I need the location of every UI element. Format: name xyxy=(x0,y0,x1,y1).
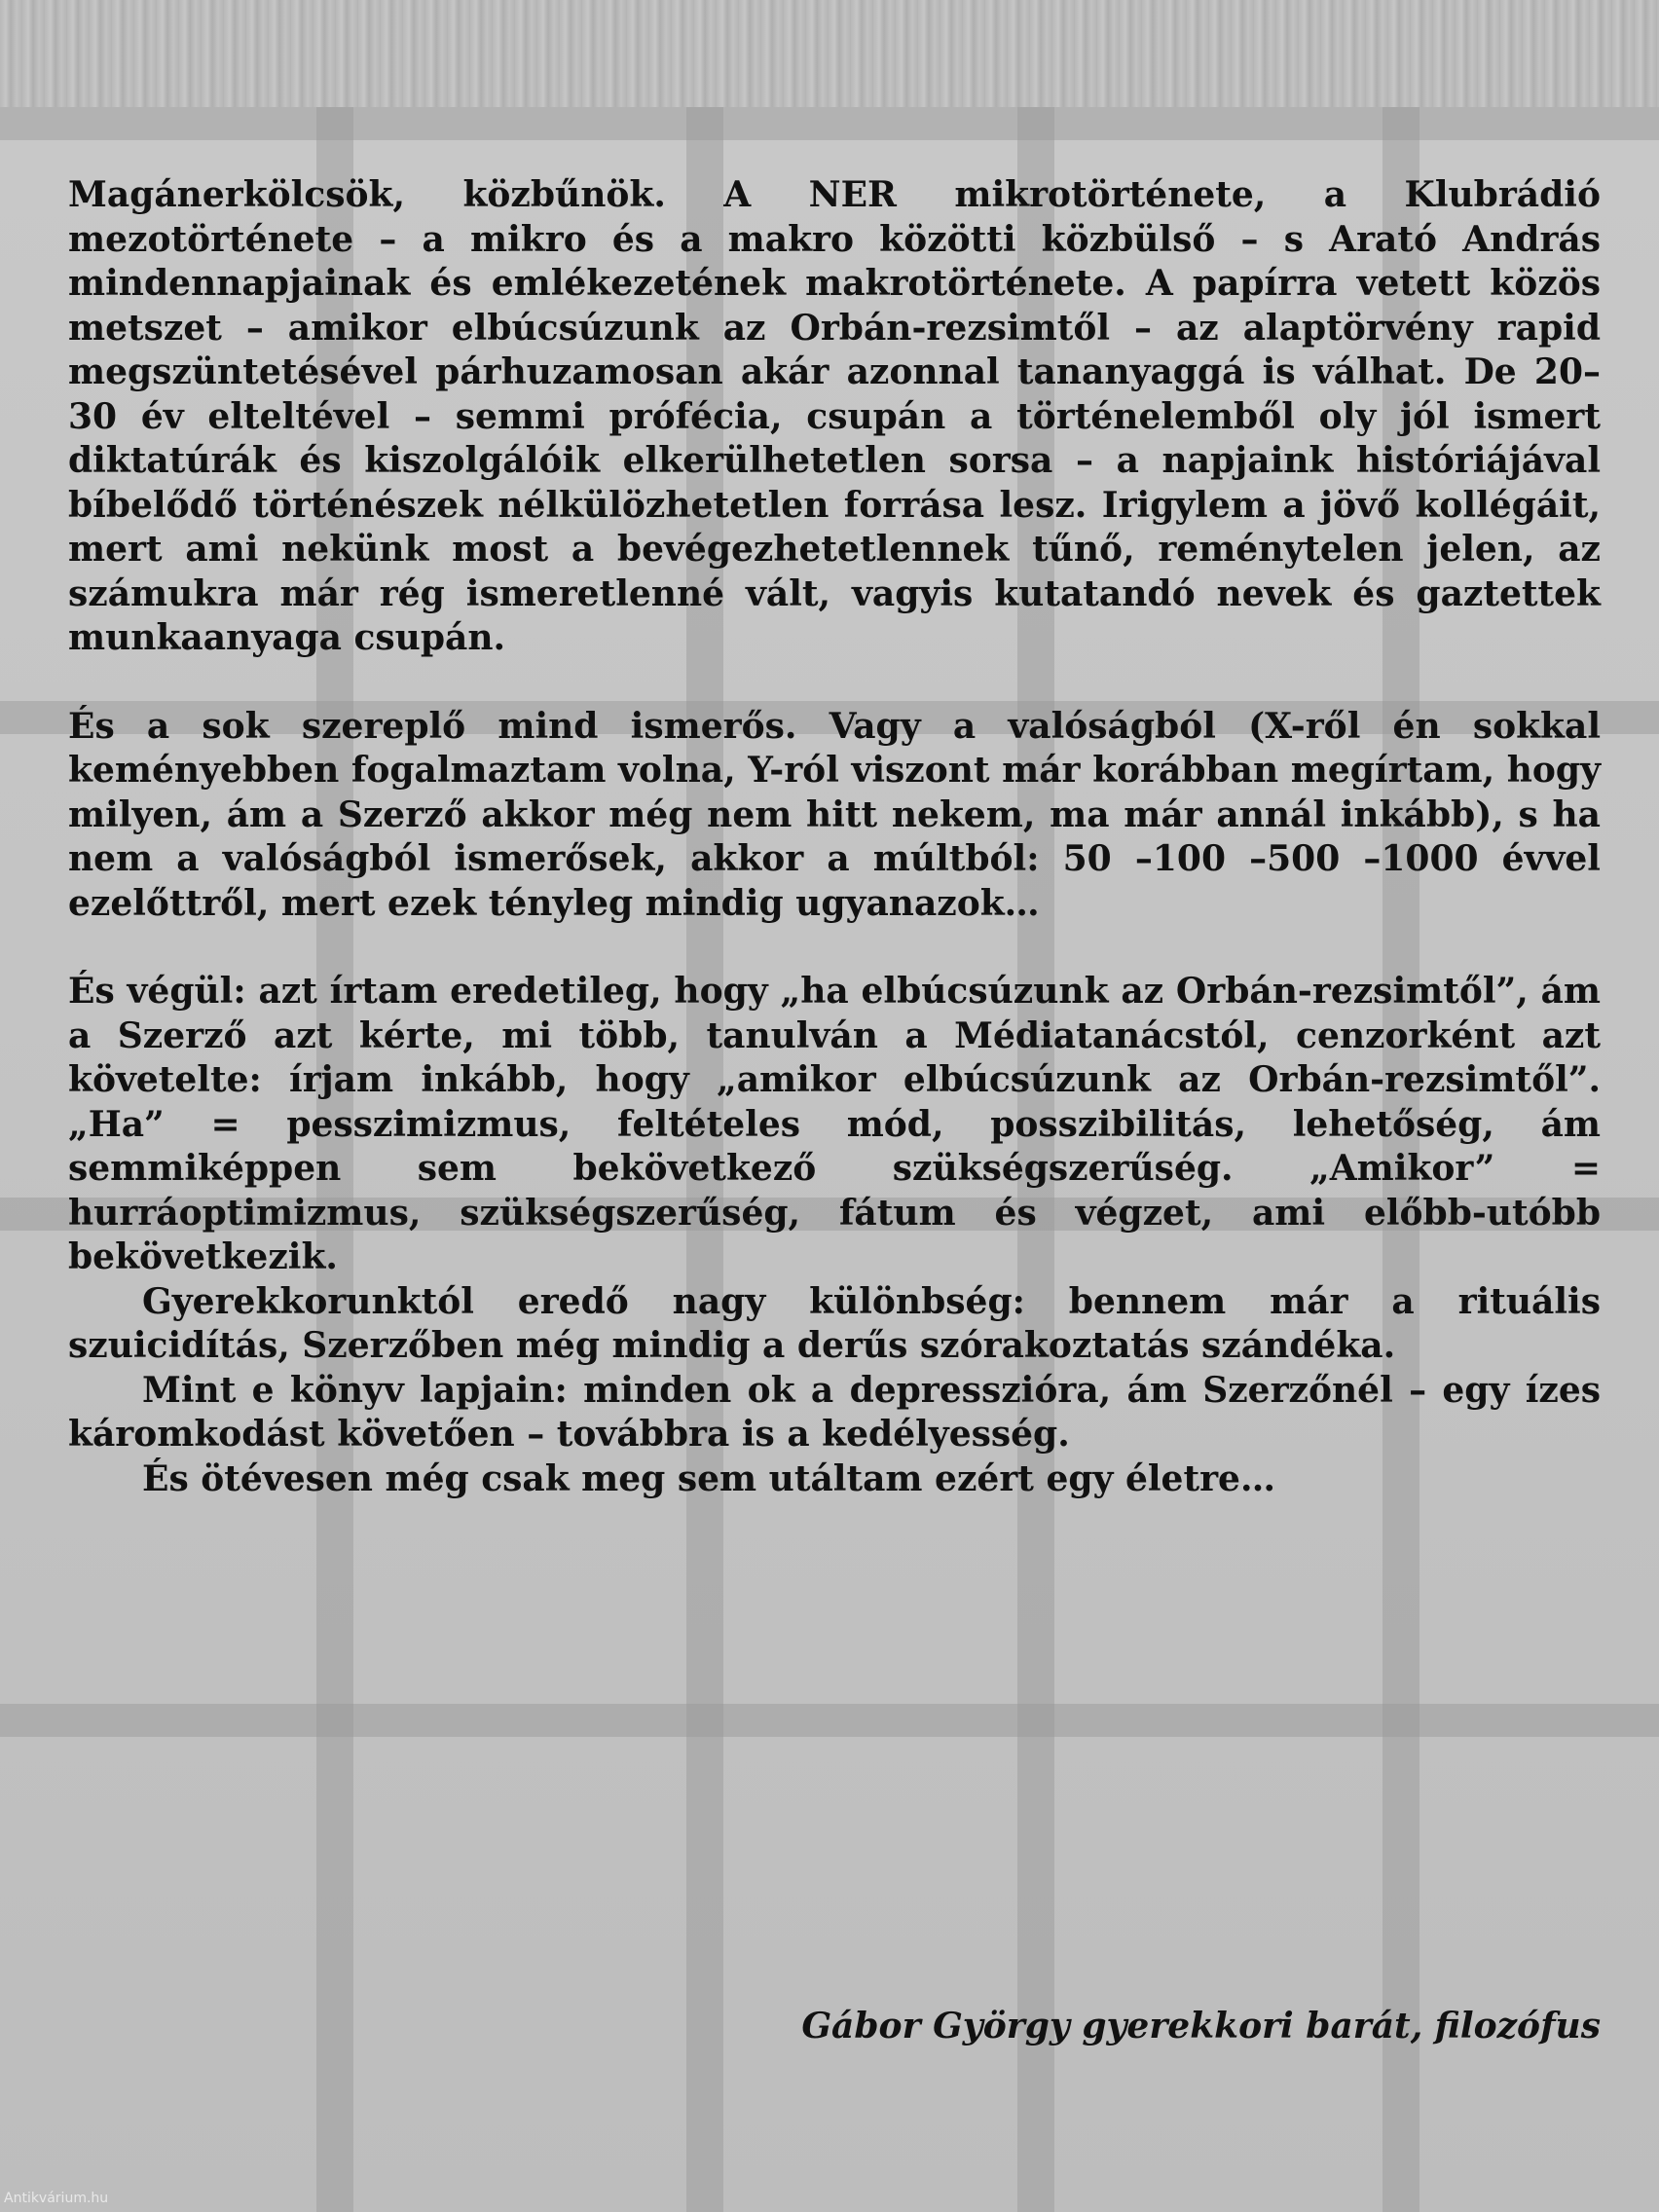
paragraph xyxy=(68,173,1601,661)
paragraph-text: És ötévesen még csak meg sem utáltam ezért egy életre… xyxy=(142,1457,1275,1499)
closing-section xyxy=(68,970,1601,1501)
shadow-line xyxy=(0,1704,1659,1737)
paragraph-text: Mint e könyv lapjain: minden ok a depresszióra, ám Szerzőnél – egy ízes káromkodást követően – továbbra is a kedélyesség. xyxy=(68,1369,1601,1455)
paragraph-text: És végül: azt írtam eredetileg, hogy „ha elbúcsúzunk az Orbán-rezsimtől”, ám a Szerző azt kérte, mi több, tanulván a Médiatanácstól, cenzorként azt követelte: írjam inkább, hogy „amikor elbúcsúzunk az Orbán-rezsimtől”. „Ha” = pesszimizmus, feltételes mód, posszibilitás, lehetőség, ám semmiképpen sem bekövetkező szükségszerűség. „Amikor” = hurráoptimizmus, szükségszerűség, fátum és végzet, ami előbb-utóbb bekövetkezik. xyxy=(68,971,1601,1277)
paragraph xyxy=(68,705,1601,927)
paragraph-text: És a sok szereplő mind ismerős. Vagy a valóságból (X-ről én sokkal keményebben fogalmaztam volna, Y-ról viszont már korábban megírtam, hogy milyen, ám a Szerző akkor még nem hitt nekem, ma már annál inkább), s ha nem a valóságból ismerősek, akkor a múltból: 50 –100 –500 –1000 évvel ezelőttről, mert ezek tényleg mindig ugyanazok… xyxy=(68,705,1601,924)
watermark: Antikvárium.hu xyxy=(4,2191,109,2206)
paragraph-text: Gyerekkorunktól eredő nagy különbség: bennem már a rituális szuicidítás, Szerzőben még mindig a derűs szórakoztatás szándéka. xyxy=(68,1280,1601,1366)
body-text xyxy=(68,173,1601,1545)
paragraph-text: Magánerkölcsök, közbűnök. A NER mikrotörténete, a Klubrádió mezotörténete – a mikro és a makro közötti közbülső – s Arató András mindennapjainak és emlékezetének makrotörténete. A papírra vetett közös metszet – amikor elbúcsúzunk az Orbán-rezsimtől – az alaptörvény rapid megszüntetésével párhuzamosan akár azonnal tananyaggá is válhat. De 20–30 év elteltével – semmi prófécia, csupán a történelemből oly jól ismert diktatúrák és kiszolgálóik elkerülhetetlen sorsa – a napjaink históriájával bíbelődő történészek nélkülözhetetlen forrása lesz. Irigylem a jövő kollégáit, mert ami nekünk most a bevégezhetetlennek tűnő, reménytelen jelen, az számukra már rég ismeretlenné vált, vagyis kutatandó nevek és gaztettek munkaanyaga csupán. xyxy=(68,174,1601,658)
author-signature: Gábor György gyerekkori barát, filozófus xyxy=(801,2006,1601,2046)
background-strip xyxy=(0,0,1659,107)
shadow-line xyxy=(0,107,1659,140)
